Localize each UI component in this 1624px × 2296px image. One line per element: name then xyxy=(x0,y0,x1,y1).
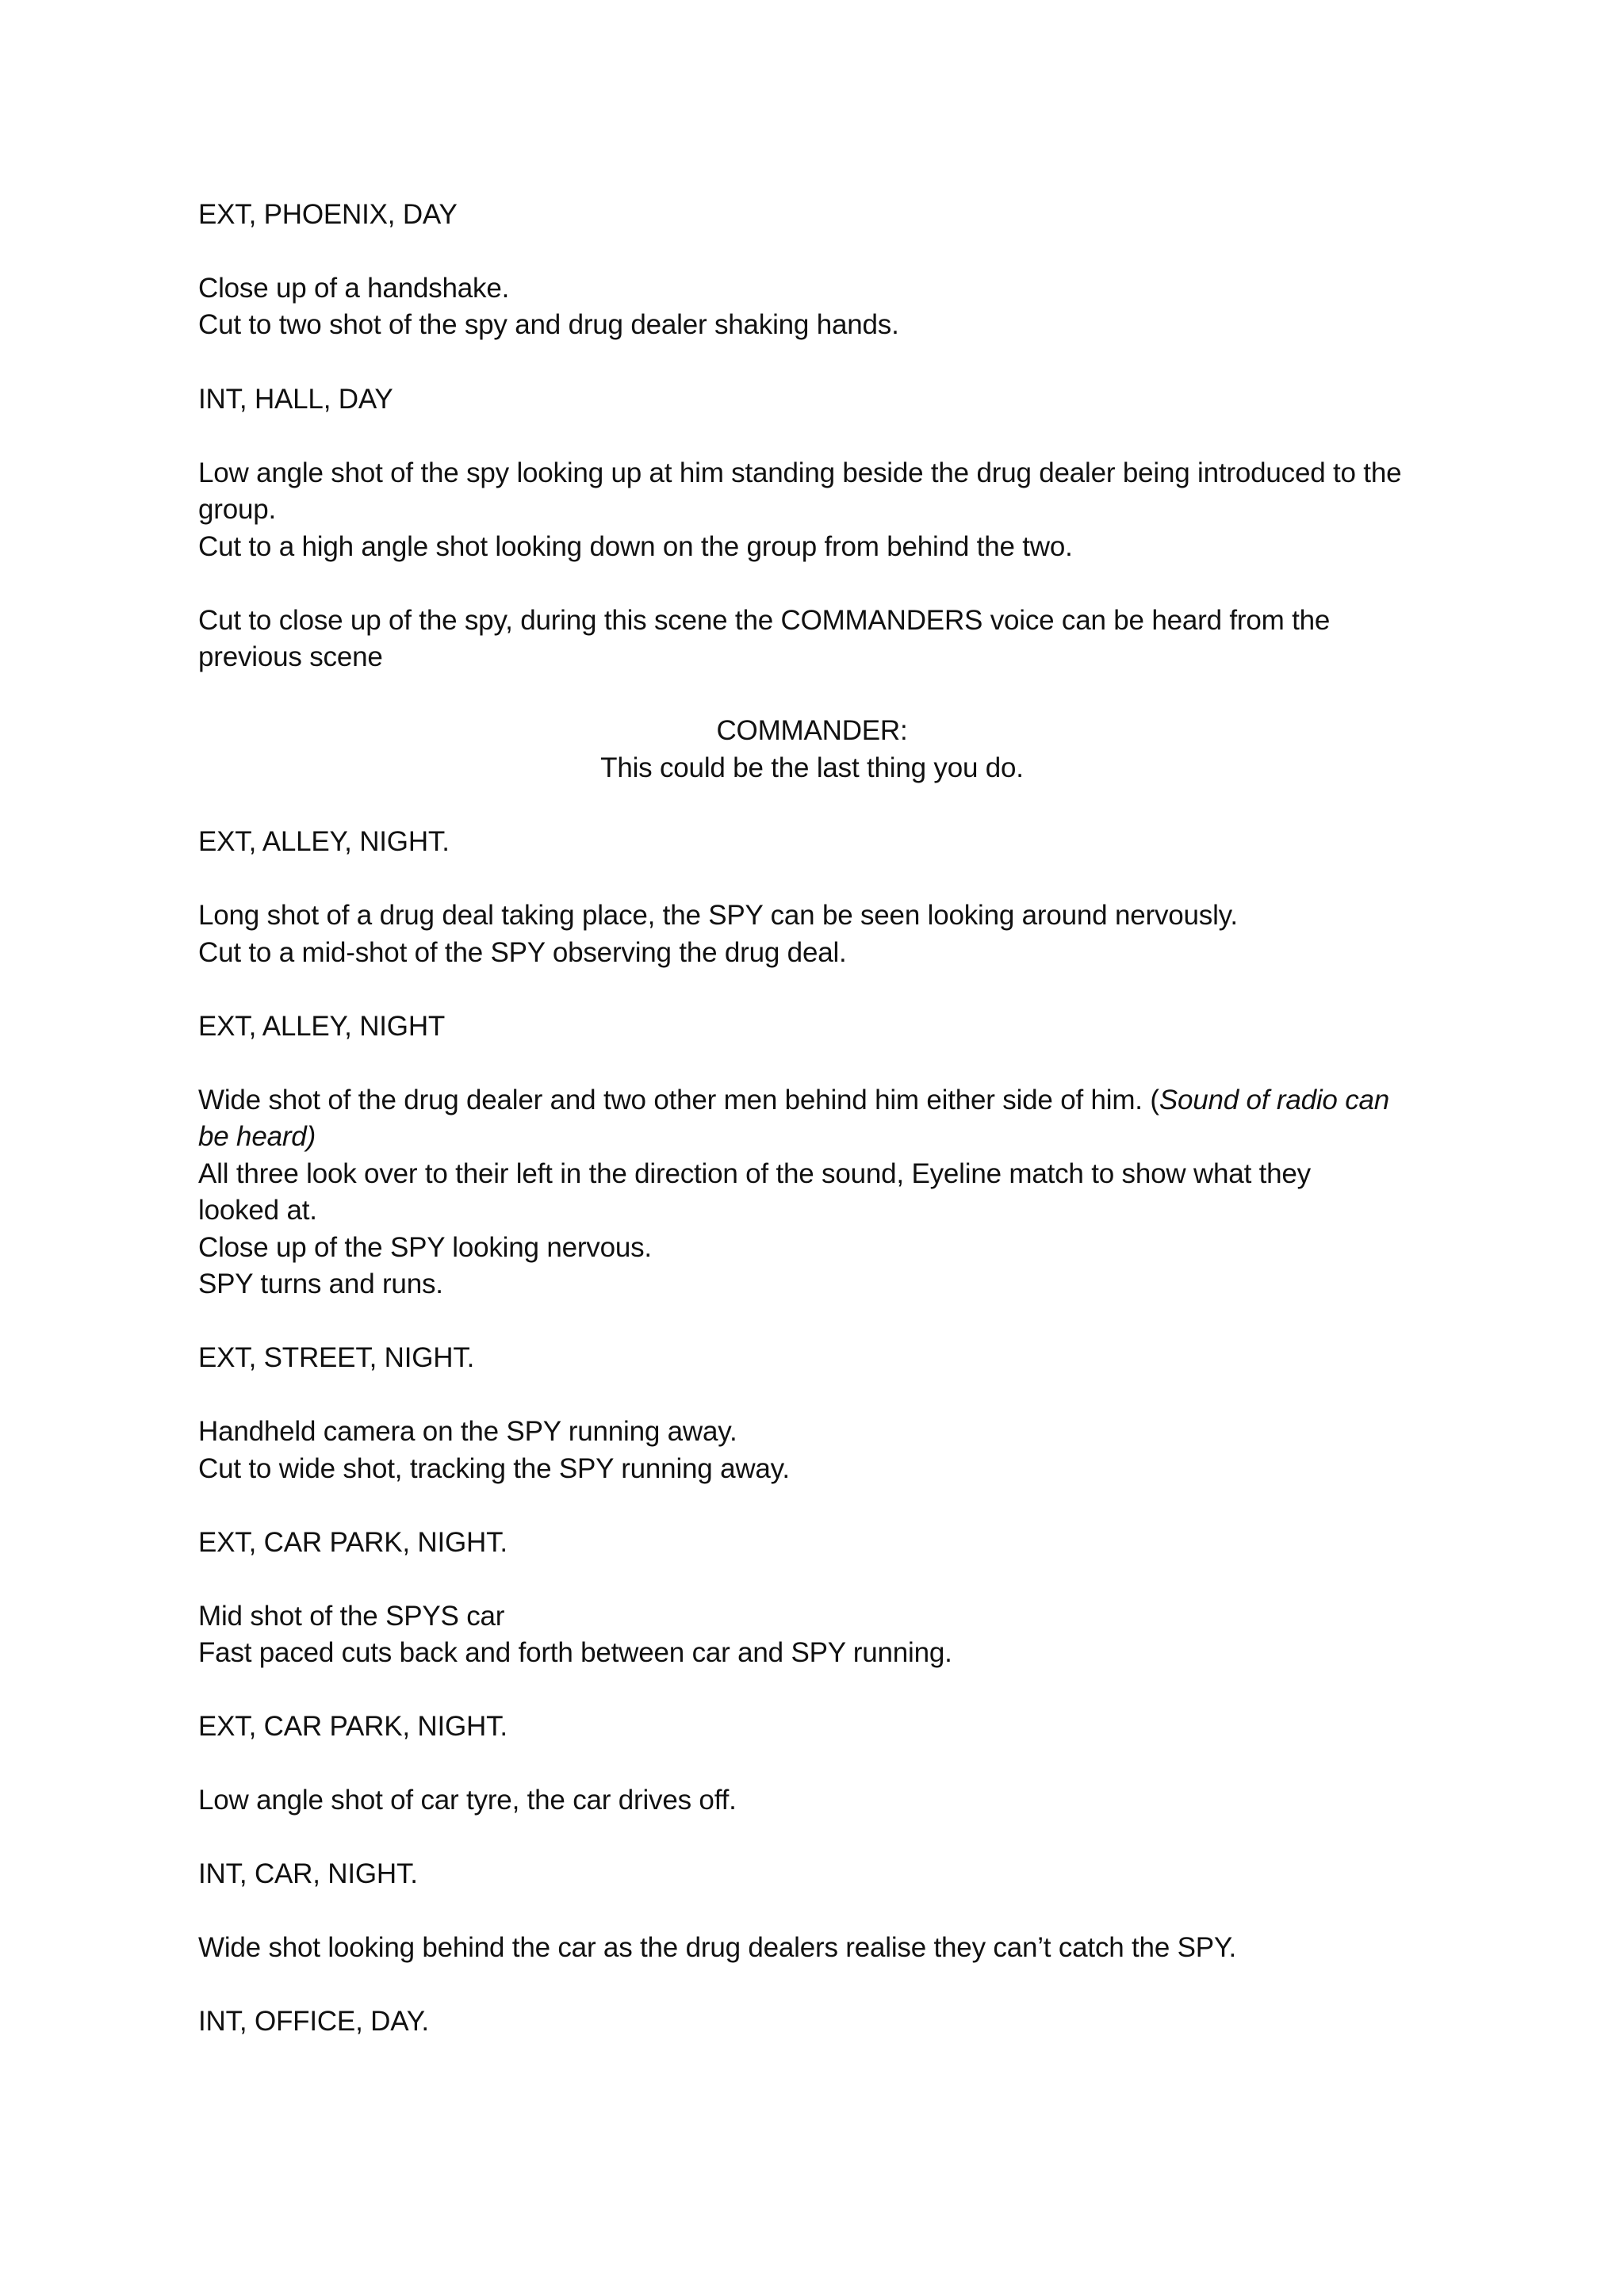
sound-note: be heard) xyxy=(198,1121,316,1152)
action-line: Low angle shot of the spy looking up at him standing beside the drug dealer being introduced to the xyxy=(198,457,1402,488)
action-line: Low angle shot of car tyre, the car drives off. xyxy=(198,1785,737,1816)
action-line: Cut to close up of the spy, during this scene the COMMANDERS voice can be heard from the xyxy=(198,605,1331,636)
action-line: Wide shot looking behind the car as the drug dealers realise they can’t catch the SPY. xyxy=(198,1932,1237,1963)
sound-note: Sound of radio can xyxy=(1159,1085,1390,1115)
action-line: previous scene xyxy=(198,641,383,672)
action-line: looked at. xyxy=(198,1195,317,1226)
scene-heading: EXT, STREET, NIGHT. xyxy=(198,1342,475,1373)
action-line: All three look over to their left in the direction of the sound, Eyeline match to show what they xyxy=(198,1158,1311,1189)
action-line: Cut to wide shot, tracking the SPY running away. xyxy=(198,1453,790,1484)
scene-heading: EXT, CAR PARK, NIGHT. xyxy=(198,1527,508,1558)
scene-heading: EXT, ALLEY, NIGHT. xyxy=(198,826,450,857)
scene-heading: EXT, PHOENIX, DAY xyxy=(198,199,458,230)
dialogue-character: COMMANDER: xyxy=(716,715,908,746)
action-line: Fast paced cuts back and forth between car and SPY running. xyxy=(198,1637,952,1668)
action-line: Cut to a high angle shot looking down on the group from behind the two. xyxy=(198,531,1073,562)
scene-heading: INT, OFFICE, DAY. xyxy=(198,2006,429,2037)
action-line: Close up of a handshake. xyxy=(198,273,510,304)
action-line: Cut to two shot of the spy and drug dealer shaking hands. xyxy=(198,309,899,340)
action-line: Cut to a mid-shot of the SPY observing the drug deal. xyxy=(198,937,847,968)
scene-heading: INT, CAR, NIGHT. xyxy=(198,1858,418,1889)
action-line: Mid shot of the SPYS car xyxy=(198,1601,505,1632)
action-line xyxy=(198,1119,316,1155)
scene-heading: INT, HALL, DAY xyxy=(198,384,393,415)
action-line: Long shot of a drug deal taking place, the SPY can be seen looking around nervously. xyxy=(198,900,1238,931)
scene-heading: EXT, ALLEY, NIGHT xyxy=(198,1011,446,1042)
action-line: Handheld camera on the SPY running away. xyxy=(198,1416,737,1447)
action-line: group. xyxy=(198,494,277,525)
action-line: Close up of the SPY looking nervous. xyxy=(198,1232,652,1263)
action-line: SPY turns and runs. xyxy=(198,1269,443,1299)
scene-heading: EXT, CAR PARK, NIGHT. xyxy=(198,1711,508,1742)
action-line xyxy=(198,1082,1389,1119)
action-text: Wide shot of the drug dealer and two other men behind him either side of him. ( xyxy=(198,1085,1159,1115)
dialogue-line: This could be the last thing you do. xyxy=(600,752,1024,783)
